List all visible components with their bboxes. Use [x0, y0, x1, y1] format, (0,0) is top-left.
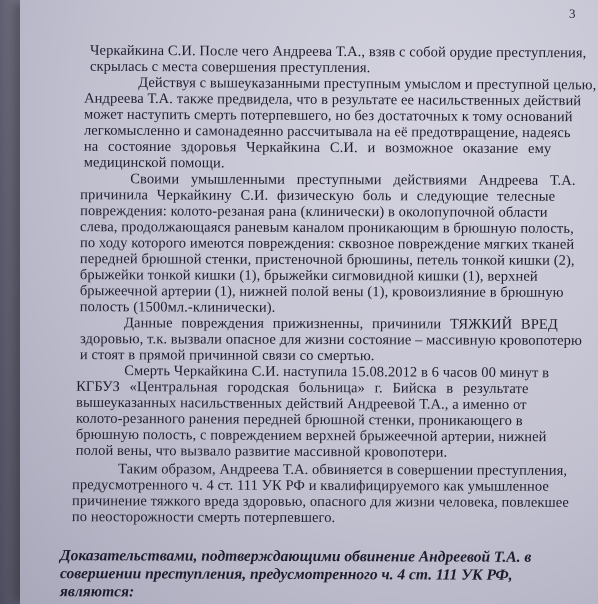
- paragraph-4: [80, 315, 582, 365]
- text-line: повреждения: колото-резаная рана (клинически) в околопупочной области: [80, 203, 548, 221]
- text-line: и стоят в прямой причинной связи со смертью.: [79, 347, 375, 365]
- text-line: колото-резанного ранения передней брюшной стенки, проникающего в: [75, 410, 523, 430]
- text-line: Таким образом, Андреева Т.А. обвиняется в совершении преступления,: [118, 461, 568, 479]
- evidence-heading: [60, 547, 531, 603]
- text-line: Черкайкина С.И. После чего Андреева Т.А., взяв с собой орудие преступления,: [90, 42, 587, 62]
- text-line: здоровью, т.к. вызвали опасное для жизни состояние – массивную кровопотерю: [79, 331, 582, 349]
- text-line: Андреева Т.А. также предвидела, что в результате ее насильственных действий: [84, 90, 582, 110]
- text-line: причинение тяжкого вреда здоровью, опасного для жизни человека, повлекшее: [71, 493, 569, 511]
- text-line: передней брюшной стенки, пристеночной брюшины, петель тонкой кишки (2),: [79, 251, 575, 269]
- text-line: Своими умышленными преступными действиями Андреева Т.А.: [130, 171, 576, 189]
- text-line: может наступить смерть потерпевшего, но без достаточных к тому оснований: [84, 106, 573, 126]
- text-line: скрылась с места совершения преступления.: [89, 58, 371, 77]
- heading-line: Доказательствами, подтверждающими обвинение Андреевой Т.А. в: [60, 547, 532, 566]
- text-line: брыжейки тонкой кишки (1), брыжейки сигмовидной кишки (1), верхней: [79, 267, 538, 285]
- heading-line: являются:: [59, 583, 135, 601]
- text-line: брюшную полость, с повреждением верхней брыжеечной артерии, нижней: [75, 426, 547, 446]
- paragraph-1: [90, 43, 586, 78]
- text-line: на состояние здоровья Черкайкина С.И. и возможное оказание ему: [83, 138, 552, 158]
- paragraph-5: [76, 363, 549, 461]
- paragraph-6: [72, 461, 569, 527]
- text-line: предусмотренного ч. 4 ст. 111 УК РФ и квалифицируемого как умышленное: [72, 477, 549, 495]
- text-line: вышеуказанных насильственных действий Андреевой Т.А., а именно от: [76, 394, 527, 414]
- text-line: полой вены, что вызвало развитие массивной кровопотери.: [75, 442, 448, 461]
- document-page: [20, 0, 598, 604]
- text-line: брыжеечной артерии (1), нижней полой вены (1), кровоизлияние в брюшную: [79, 283, 564, 301]
- text-line: КГБУЗ «Центральная городская больница» г. Бийска в результате: [76, 378, 529, 398]
- text-line: медицинской помощи.: [83, 154, 225, 172]
- paragraph-3: [80, 171, 576, 317]
- text-line: по неосторожности смерть потерпевшего.: [71, 509, 336, 527]
- text-line: полость (1500мл.-клинически).: [79, 299, 276, 316]
- text-line: Данные повреждения прижизненны, причинили ТЯЖКИЙ ВРЕД: [124, 315, 558, 333]
- text-line: легкомысленно и самонадеянно рассчитывала на её предотвращение, надеясь: [83, 122, 571, 142]
- heading-line: совершении преступления, предусмотренного ч. 4 ст. 111 УК РФ,: [59, 565, 513, 584]
- text-line: причинила Черкайкину С.И. физическую боль и следующие телесные: [80, 187, 556, 205]
- page-number: 3: [569, 6, 576, 21]
- text-line: Смерть Черкайкина С.И. наступила 15.08.2012 в 6 часов 00 минут в: [124, 363, 550, 382]
- text-line: Действуя с вышеуказанными преступным умыслом и преступной целью,: [138, 74, 597, 94]
- text-line: по ходу которого имеются повреждения: сквозное повреждение мягких тканей: [79, 235, 575, 253]
- paragraph-2: [84, 75, 597, 174]
- text-line: слева, продолжающаяся раневым каналом проникающим в брюшную полость,: [80, 219, 574, 237]
